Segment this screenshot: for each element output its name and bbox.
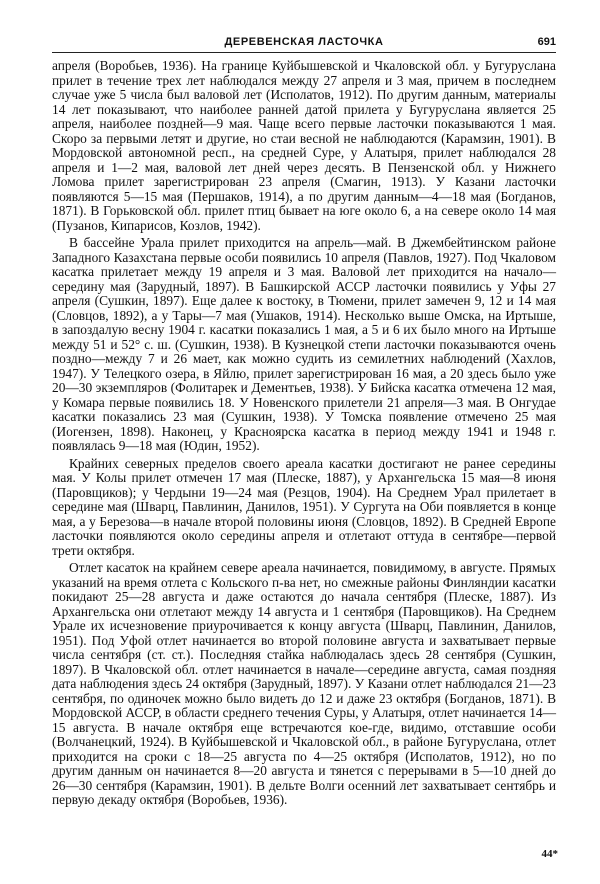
page-number: 691 <box>537 36 556 48</box>
page <box>52 36 556 811</box>
signature-mark: 44* <box>541 848 558 860</box>
running-title: ДЕРЕВЕНСКАЯ ЛАСТОЧКА <box>224 36 384 48</box>
paragraph-4: Отлет касаток на крайнем севере ареала начинается, повидимому, в августе. Прямых указаний на время отлета с Кольского п-ва нет, но смежные районы Финляндии касатки покидают 25—28 августа и даже остаются до начала сентября (Плеске, 1887). Из Архангельска они отлетают между 14 августа и 1 сентября (Паровщиков). На Среднем Урале их исчезновение приурочивается к концу августа (Шварц, Павлинин, Данилов, 1951). Под Уфой отлет начинается во второй половине августа и захватывает первые числа сентября (ст. ст.). Последняя стайка наблюдалась здесь 28 сентября (Сушкин, 1897). В Чкаловской обл. отлет начинается в начале—середине августа, самая поздняя дата наблюдения здесь 24 октября (Зарудный, 1897). У Казани отлет наблюдался 21—23 сентября, по одиночек можно было видеть до 12 и даже 23 октября (Богданов, 1871). В Мордовской АССР, в области среднего течения Суры, у Алатыря, отлет начинается 14—15 августа. В начале октября еще встречаются кое-где, видимо, отставшие особи (Волчанецкий, 1924). В Куйбышевской и Чкаловской обл., в районе Бугуруслана, отлет приходится на сроки с 18—25 августа по 4—25 октября (Исполатов, 1912), но по другим данным он начинается 8—20 августа и тянется с перерывами в 5—10 дней до 26—30 сентября (Карамзин, 1901). В дельте Волги осенний лет захватывает сентябрь и первую декаду октября (Воробьев, 1936). <box>52 560 556 807</box>
running-header <box>52 36 556 53</box>
paragraph-2: В бассейне Урала прилет приходится на апрель—май. В Джембейтинском районе Западного Казахстана первые особи появились 10 апреля (Павлов, 1927). Под Чкаловом касатка прилетает между 19 апреля и 3 мая. Валовой лет приходится на начало—середину мая (Зарудный, 1897). В Башкирской АССР ласточки появились у Уфы 27 апреля (Сушкин, 1897). Еще далее к востоку, в Тюмени, прилет замечен 9, 12 и 14 мая (Словцов, 1892), а у Тары—7 мая (Ушаков, 1914). Несколько выше Омска, на Иртыше, в запоздалую весну 1904 г. касатки показались 1 мая, а 5 и 6 их было много на Иртыше между 51 и 52° с. ш. (Сушкин, 1938). В Кузнецкой степи ласточки показываются очень поздно—между 7 и 26 мает, как можно судить из семилетних наблюдений (Хахлов, 1947). У Телецкого озера, в Яйлю, прилет зарегистрирован 16 мая, а 20 здесь было уже 20—30 экземпляров (Фолитарек и Дементьев, 1938). У Бийска касатка отмечена 12 мая, у Комара первые появились 18. У Новенского прилетели 21 апреля—3 мая. В Онгудае касатки показались 23 мая (Сушкин, 1938). У Томска появление отмечено 25 мая (Иогензен, 1898). Наконец, у Красноярска касатка в период между 1941 и 1948 г. появлялась 9—18 мая (Юдин, 1952). <box>52 235 556 453</box>
article-body <box>52 59 556 808</box>
paragraph-1: апреля (Воробьев, 1936). На границе Куйбышевской и Чкаловской обл. у Бугуруслана прилет в течение трех лет наблюдался между 27 апреля и 3 мая, причем в последнем случае уже 5 числа был валовой лет (Исполатов, 1912). По другим данным, материалы 14 лет показывают, что наиболее ранней датой прилета у Бугуруслана является 25 апреля, наиболее поздней—9 мая. Чаще всего первые ласточки показываются 1 мая. Скоро за первыми летят и другие, но стаи весной не наблюдаются (Карамзин, 1901). В Мордовской автономной респ., на средней Суре, у Алатыря, прилет наблюдался 28 апреля и 1—2 мая, валовой лет дней через десять. В Пензенской обл. у Нижнего Ломова прилет зарегистрирован 23 апреля (Смагин, 1913). У Казани ласточки появляются 5—15 мая (Першаков, 1914), а по другим данным—4—18 мая (Богданов, 1871). В Горьковской обл. прилет птиц бывает на юге около 6, а на севере около 14 мая (Пузанов, Кипарисов, Козлов, 1942). <box>52 58 556 233</box>
paragraph-3: Крайних северных пределов своего ареала касатки достигают не ранее середины мая. У Колы прилет отмечен 17 мая (Плеске, 1887), у Архангельска 15 мая—8 июня (Паровщиков); у Чердыни 19—24 мая (Резцов, 1904). На Среднем Урал прилетает в середине мая (Шварц, Павлинин, Данилов, 1951). У Сургута на Оби появляется в конце мая, а у Березова—в начале второй половины июня (Словцов, 1892). В Средней Европе ласточки появляются около середины апреля и отлетают оттуда в сентябре—первой трети октября. <box>52 455 556 558</box>
